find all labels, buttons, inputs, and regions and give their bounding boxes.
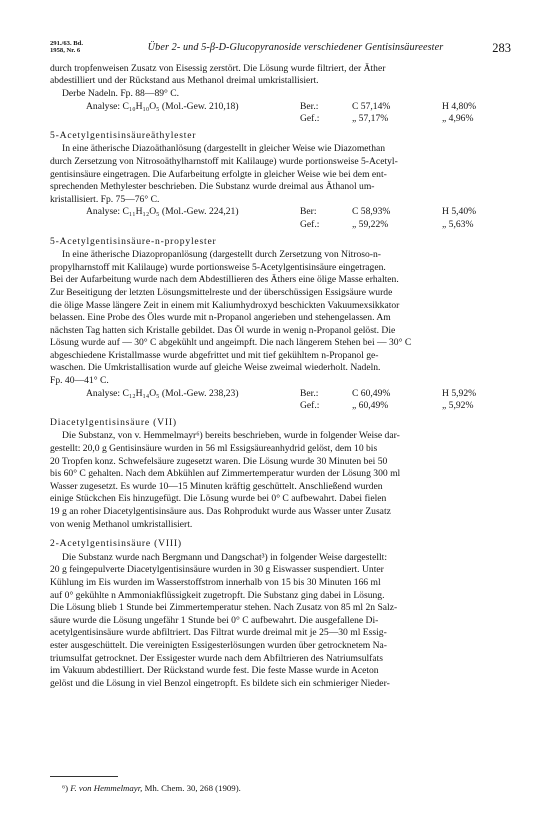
text-line: nächsten Tag hatten sich Kristalle gebildet. Das Öl wurde in wenig n-Propanol gelöst. Die xyxy=(50,324,396,336)
text-line: Die Substanz wurde nach Bergmann und Dangschat³) in folgender Weise dargestellt: xyxy=(62,551,388,563)
text-line: In eine ätherische Diazopropanlösung (dargestellt durch Zersetzung von Nitroso-n- xyxy=(62,249,381,261)
text-line: triumsulfat getrocknet. Der Essigester wurde nach dem Abfiltrieren des Natriumsulfats xyxy=(50,652,384,664)
analysis-formula: Analyse: C₁₂H₁₄O₅ (Mol.-Gew. 238,23) xyxy=(86,387,239,399)
footnote xyxy=(62,782,241,795)
text-line: 19 g an roher Diacetylgentisinsäure aus. Das Rohprodukt wurde aus Wasser unter Zusatz xyxy=(50,506,391,517)
section-heading: 5-Acetylgentisinsäure-n-propylester xyxy=(50,235,217,247)
text-line: gentisinsäure eingetragen. Die Aufarbeitung erfolgte in gleicher Weise wie bei dem ent- xyxy=(50,168,387,180)
analysis-block: Analyse: C₁₀H₁₀O₅ (Mol.-Gew. 210,18) Ber.: C 57,14% H 4,80% Gef.: „ 57,17% „ 4,96% xyxy=(86,100,477,125)
text-line: gelöst und die Lösung in viel Benzol eingetropft. Es bildete sich ein schmieriger Nieder- xyxy=(50,677,390,689)
text-line: einige Stückchen Eis hinzugefügt. Die Lösung wurde bei 0° C aufbewahrt. Dabei fielen xyxy=(50,493,387,505)
text-line: gestellt: 20,0 g Gentisinsäure wurden in 56 ml Essigsäureanhydrid gelöst, dem 10 bis xyxy=(50,443,378,455)
journal-reference: 291./63. Bd. 1958, Nr. 6 xyxy=(50,40,83,55)
analysis-block: Analyse: C₁₂H₁₄O₅ (Mol.-Gew. 238,23) Ber.: C 60,49% H 5,92% Gef.: „ 60,49% „ 5,92% xyxy=(86,387,477,412)
section-heading: Diacetylgentisinsäure (VII) xyxy=(50,416,177,428)
text-line: propylharnstoff mit Kalilauge) wurde portionsweise 5-Acetylgentisinsäure eingetragen. xyxy=(50,261,386,273)
text-line: von wenig Methanol umkristallisiert. xyxy=(50,518,193,530)
text-line: Derbe Nadeln. Fp. 88—89° C. xyxy=(62,88,180,99)
footnote-divider xyxy=(50,776,118,777)
footnote-marker: ⁶) xyxy=(62,783,68,793)
text-line: abdestilliert und der Rückstand aus Methanol dreimal umkristallisiert. xyxy=(50,75,319,87)
text-line: acetylgentisinsäure wurde abfiltriert. Das Filtrat wurde dreimal mit je 25—30 ml Essig- xyxy=(50,627,387,639)
text-line: Bei der Aufarbeitung wurde nach dem Abdestillieren des Äthers eine ölige Masse erhalten. xyxy=(50,274,399,286)
text-line: durch Zersetzung von Nitrosoäthylharnstoff mit Kalilauge) wurde portionsweise 5-Acetyl- xyxy=(50,155,398,167)
text-line: sprechenden Methylester beschrieben. Die Substanz wurde dreimal aus Äthanol um- xyxy=(50,181,375,193)
text-line: 20 g feingepulverte Diacetylgentisinsäure wurden in 30 g Eiswasser suspendiert. Unter xyxy=(50,564,384,576)
text-line: Die Lösung blieb 1 Stunde bei Zimmertemperatur stehen. Nach Zusatz von 85 ml 2n Salz- xyxy=(50,602,398,614)
running-header xyxy=(50,40,511,55)
text-line: Lösung wurde auf — 30° C abgekühlt und angeimpft. Die nach längerem Stehen bei — 30° C xyxy=(50,337,412,349)
text-line: auf 0° gekühlte n Ammoniakflüssigkeit zugetropft. Die Substanz ging dabei in Lösung. xyxy=(50,589,385,601)
text-line: durch tropfenweisen Zusatz von Eisessig zerstört. Die Lösung wurde filtriert, der Äther xyxy=(50,62,386,74)
text-line: säure wurde die Lösung ungefähr 1 Stunde bei 0° C aufbewahrt. Die ausgefallene Di- xyxy=(50,614,379,626)
text-line: Die Substanz, von v. Hemmelmayr⁶) bereits beschrieben, wurde in folgender Weise dar- xyxy=(62,430,400,442)
analysis-block: Analyse: C₁₁H₁₂O₅ (Mol.-Gew. 224,21) Ber: C 58,93% H 5,40% Gef.: „ 59,22% „ 5,63% xyxy=(86,206,477,230)
text-line: Zur Beseitigung der letzten Lösungsmittelreste und der überschüssigen Essigsäure wurde xyxy=(50,286,393,298)
text-line: In eine ätherische Diazoäthanlösung (dargestellt in gleicher Weise wie Diazomethan xyxy=(62,143,386,155)
text-line: bis 60° C gehalten. Nach dem Abkühlen auf Zimmertemperatur wurden der Lösung 300 ml xyxy=(50,468,401,480)
analysis-formula: Analyse: C₁₁H₁₂O₅ (Mol.-Gew. 224,21) xyxy=(86,206,239,218)
footnote-author: F. von Hemmelmayr, xyxy=(70,783,143,793)
text-line: abgeschiedene Kristallmasse wurde abgefrittet und mit tief gekühltem n-Propanol ge- xyxy=(50,349,379,361)
text-line: Fp. 40—41° C. xyxy=(50,375,109,387)
section-heading: 2-Acetylgentisinsäure (VIII) xyxy=(50,538,182,550)
page-number: 283 xyxy=(492,41,511,56)
footnote-reference: Mh. Chem. 30, 268 (1909). xyxy=(144,783,241,793)
text-line: Kühlung im Eis wurden im Wasserstoffstrom innerhalb von 15 bis 30 Minuten 166 ml xyxy=(50,576,381,588)
text-line: 20 Tropfen konz. Schwefelsäure zugesetzt waren. Die Lösung wurde 30 Minuten bei 50 xyxy=(50,455,388,467)
text-line: waschen. Die Umkristallisation wurde auf gleiche Weise zweimal wiederholt. Nadeln. xyxy=(50,362,381,374)
section-heading: 5-Acetylgentisinsäureäthylester xyxy=(50,129,197,141)
running-title: Über 2- und 5-β-D-Glucopyranoside verschiedener Gentisinsäureester xyxy=(147,42,444,54)
text-line: die ölige Masse längere Zeit in einem mit Kaliumhydroxyd beschickten Vakuumexsikkator xyxy=(50,299,400,311)
text-line: kristallisiert. Fp. 75—76° C. xyxy=(50,193,160,205)
text-line: ester ausgeschüttelt. Die vereinigten Essigesterlösungen wurden über getrocknetem Na- xyxy=(50,639,387,651)
text-line: im Vakuum abdestilliert. Der Rückstand wurde fest. Die feste Masse wurde in Aceton xyxy=(50,665,379,677)
text-line: Wasser zugesetzt. Es wurde 10—15 Minuten kräftig geschüttelt. Anschließend wurden xyxy=(50,480,383,492)
analysis-formula: Analyse: C₁₀H₁₀O₅ (Mol.-Gew. 210,18) xyxy=(86,100,239,112)
text-line: belassen. Eine Probe des Öles wurde mit n-Propanol angerieben und stehengelassen. Am xyxy=(50,312,391,324)
